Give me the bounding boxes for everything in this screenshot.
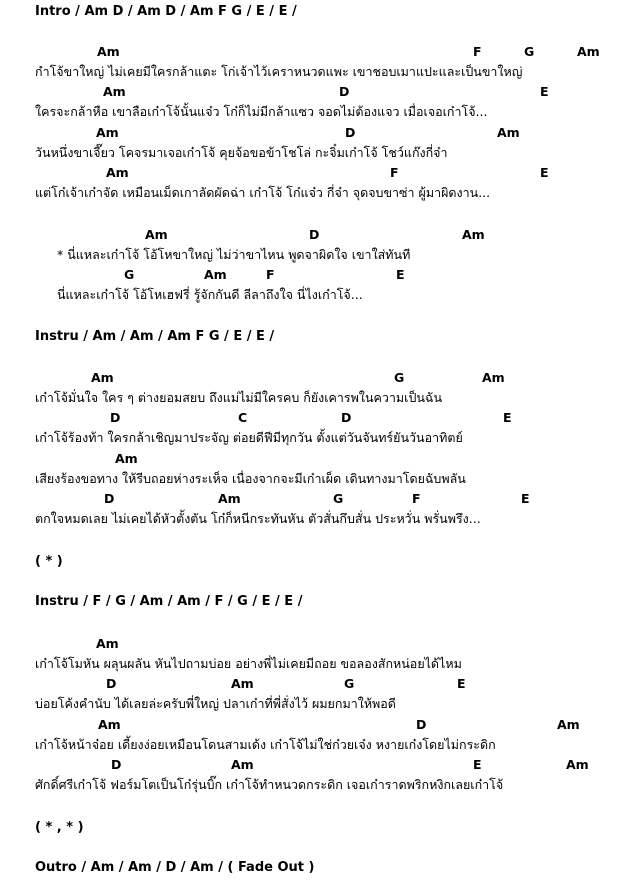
chord: Am [204, 267, 227, 282]
lyric-line: เก๋าโจ้ร้องท้า ใครกล้าเชิญมาประจัญ ต่อยดีฟีมีทุกวัน ตั้งแต่วันจันทร์ยันวันอาทิตย์ [35, 430, 463, 445]
lyric-line: ตกใจหมดเลย ไม่เคยได้หัวตั้งตัน โก๋ก็หนีกระทันหัน ตัวสั่นกึบสั่น ประหวั่น พรั่นพรึง... [35, 511, 481, 526]
chord: Am [462, 227, 485, 242]
chorus-repeat: ( * ) [35, 554, 63, 569]
chord: Am [106, 165, 129, 180]
chord: Am [96, 636, 119, 651]
chord: Am [96, 125, 119, 140]
chord: G [524, 44, 535, 59]
chord: F [412, 491, 421, 506]
chorus-repeat: ( * , * ) [35, 820, 84, 835]
chord: D [104, 491, 115, 506]
chord: F [390, 165, 399, 180]
lyric-line: เก๋าโจ้หน้าจ๋อย เดี้ยงง่อยเหมือนโดนสามเด้ง เก๋าโจ้ไม่ใช่ก๋วยเจ๋ง หงายเก๋งโดยไม่กระดิก [35, 737, 496, 752]
lyric-line: กำโจ้ขาใหญ่ ไม่เคยมีใครกล้าแตะ โก่เจ้าไว้เคราหนวดแพะ เขาชอบเมาแปะและเป็นขาใหญ่ [35, 64, 523, 79]
chord: D [110, 410, 121, 425]
chord: E [540, 84, 549, 99]
chord: Am [557, 717, 580, 732]
outro-line: Outro / Am / Am / D / Am / ( Fade Out ) [35, 860, 315, 875]
lyric-line: ศักดิ์ศรีเก๋าโจ้ ฟอร์มโตเป็นโก๋รุ่นบิ๊ก เก๋าโจ้ทำหนวดกระดิก เจอเก๋าราดพริกหงิกเลยเก๋าโจ้ [35, 777, 504, 792]
chord: D [339, 84, 350, 99]
chord: Am [98, 717, 121, 732]
lyric-line: วันหนึ่งขาเจี๊ยว โคจรมาเจอเก๋าโจ้ คุยจ้อขอข้าโชโล่ กะจิ๋มเก๋าโจ้ โชว์แก๊งกี่จ๋า [35, 145, 448, 160]
chord: G [344, 676, 355, 691]
chord: Am [218, 491, 241, 506]
chord: Am [577, 44, 600, 59]
chord: E [521, 491, 530, 506]
chord: D [106, 676, 117, 691]
lyric-line: เก๋าโจ้โมหัน ผลุนผลัน หันไปถามบ่อย อย่างพี่ไม่เคยมีถอย ขอลองสักหน่อยได้ไหม [35, 656, 462, 671]
chord: Am [231, 676, 254, 691]
chord: Am [231, 757, 254, 772]
lyric-line: แต่โก๋เจ้าเก๋าจัด เหมือนเม็ดเกาลัดผัดฉ่า เก๋าโจ้ โก๋แจ๋ว กี่จ๋า จุดจบขาซ่า ผู้มาผิดงาน... [35, 185, 491, 200]
chord: Am [115, 451, 138, 466]
chord: D [341, 410, 352, 425]
chord: Am [97, 44, 120, 59]
chorus-line: นี่แหละเก๋าโจ้ โอ้โหเฮฟรี่ รู้จักกันดี ลีลาถึงใจ นี่ไงเก๋าโจ้... [57, 287, 363, 302]
chord: E [540, 165, 549, 180]
chord: G [394, 370, 405, 385]
instru-line: Instru / F / G / Am / Am / F / G / E / E / [35, 594, 303, 609]
instru-line: Instru / Am / Am / Am F G / E / E / [35, 329, 275, 344]
chord: G [124, 267, 135, 282]
chord: Am [103, 84, 126, 99]
chord: D [416, 717, 427, 732]
chord: Am [482, 370, 505, 385]
lyric-line: ใครจะกล้าหือ เขาลือเก๋าโจ้นั้นแจ๋ว โก๋ก็ไม่มีกล้าแซว จอดไม่ต้องแจว เมื่อเจอเก๋าโจ้... [35, 104, 488, 119]
chord: C [238, 410, 248, 425]
chord: Am [91, 370, 114, 385]
chord: Am [566, 757, 589, 772]
chorus-line: * นี่แหละเก๋าโจ้ โอ้โหขาใหญ่ ไม่ว่าขาไหน พูดจาผิดใจ เขาใส่ทันที [57, 247, 411, 262]
chord: F [473, 44, 482, 59]
lyric-line: เก๋าโจ้มั่นใจ ใคร ๆ ต่างยอมสยบ ถึงแม่ไม่มีใครคบ ก็ยังเคารพในความเป็นฉัน [35, 390, 442, 405]
chord: D [111, 757, 122, 772]
lyric-line: บ่อยโค้งคำนับ ได้เลยล่ะครับพี่ใหญ่ ปลาเก๋าที่พี่สั่งไว้ ผมยกมาให้พอดี [35, 696, 396, 711]
chord: E [457, 676, 466, 691]
intro-line: Intro / Am D / Am D / Am F G / E / E / [35, 4, 297, 19]
chord: D [309, 227, 320, 242]
chord: E [396, 267, 405, 282]
chord: G [333, 491, 344, 506]
chord: Am [497, 125, 520, 140]
lyric-line: เสียงร้องขอทาง ให้รีบถอยห่างระเห็จ เนื่องจากจะมีเก๋าเผ็ด เดินทางมาโดยฉับพลัน [35, 471, 466, 486]
chord: Am [145, 227, 168, 242]
chord: E [473, 757, 482, 772]
chord: E [503, 410, 512, 425]
chord: D [345, 125, 356, 140]
chord: F [266, 267, 275, 282]
